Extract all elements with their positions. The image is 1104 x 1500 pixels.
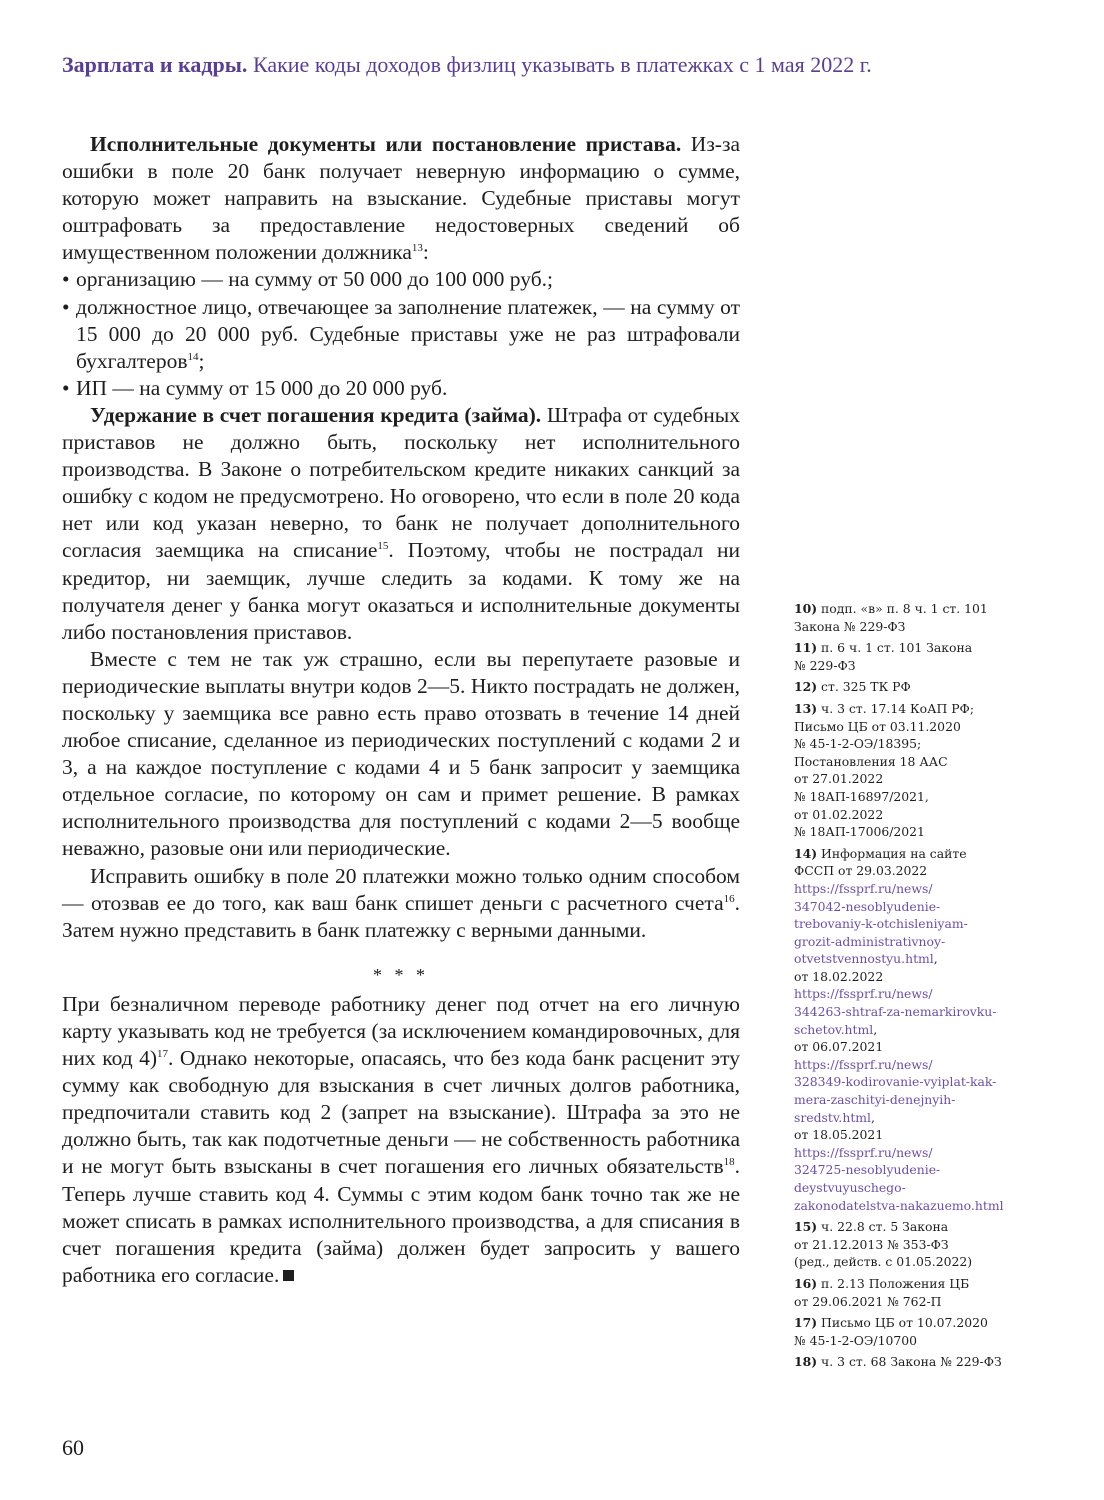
subheading-enforcement: Исполнительные документы или постановление пристава.	[90, 132, 682, 156]
list-item: • ИП — на сумму от 15 000 до 20 000 руб.	[62, 375, 740, 402]
footnote-ref-14[interactable]: 14	[187, 350, 199, 363]
paragraph-codes: Вместе с тем не так уж страшно, если вы перепутаете разовые и периодические выплаты внутри кодов 2—5. Никто пострадать не должен, поскольку у заемщика все равно есть право отозвать в течение 14 дней любое списание, сделанное из периодических поступлений с кодами 2 и 3, а на каждое поступление с кодами 4 и 5 банк запросит у заемщика отдельное согласие, по которому он сам и примет решение. В рамках исполнительного производства для поступлений с кодами 2—5 вообще неважно, разовые они или периодические.	[62, 646, 740, 861]
fssp-link-1[interactable]: https://fssprf.ru/news/ 347042-nesoblyudenie- trebovaniy-k-otchisleniyam- grozit-administrativnoy- otvetstvennostyu.html	[794, 880, 968, 967]
section-separator: * * *	[373, 964, 429, 985]
fines-list	[62, 266, 740, 401]
article-title: Какие коды доходов физлиц указывать в платежках с 1 мая 2022 г.	[252, 52, 872, 77]
footnote-ref-18[interactable]: 18	[723, 1156, 735, 1169]
fssp-link-2[interactable]: https://fssprf.ru/news/ 344263-shtraf-za-nemarkirovku- schetov.html	[794, 986, 997, 1037]
running-header	[62, 52, 1042, 78]
footnote-18: 18) ч. 3 ст. 68 Закона № 229-ФЗ	[794, 1354, 1002, 1370]
paragraph-enforcement: Исполнительные документы или постановление пристава. Из-за ошибки в поле 20 банк получает неверную информацию о сумме, которую может направить на взыскание. Судебные приставы могут оштрафовать за предоставление недостоверных сведений об имущественном положении должника$^{13}$:	[62, 132, 741, 265]
footnote-ref-16[interactable]: 16	[723, 892, 735, 905]
list-item: • должностное лицо, отвечающее за заполнение платежек, — на сумму от 15 000 до 20 000 руб. Судебные приставы уже не раз штрафовали бухгалтеров$^{14}$;	[62, 294, 740, 375]
subheading-loan: Удержание в счет погашения кредита (займа).	[90, 402, 542, 427]
footnotes-column	[794, 600, 1034, 1375]
paragraph-accountable: При безналичном переводе работнику денег под отчет на его личную карту указывать код не требуется (за исключением командировочных, для них код 4)$^{17}$. Однако некоторые, опасаясь, что без кода банк расценит эту сумму как свободную для взыскания в счет личных долгов работника, предпочитали ставить код 2 (запрет на взыскание). Штрафа за это не должно быть, так как подотчетные деньги — не собственность работника и не могут быть взысканы в счет погашения его личных обязательств$^{18}$. Теперь лучше ставить код 4. Суммы с этим кодом банк точно так же не может списать в рамках исполнительного производства, а для списания в счет погашения кредита (займа) должен будет запросить у вашего работника его согласие.	[62, 991, 740, 1287]
footnote-ref-13[interactable]: 13	[411, 242, 423, 255]
footnote-12: 12) ст. 325 ТК РФ	[794, 679, 911, 695]
article-body	[62, 131, 740, 1289]
footnote-10: 10) подп. «в» п. 8 ч. 1 ст. 101 Закона № 229-ФЗ	[794, 601, 988, 634]
footnote-14: 14) Информация на сайте ФССП от 29.03.2022 https://fssprf.ru/news/ 347042-nesoblyudenie- trebovaniy-k-otchisleniyam- grozit-administrativnoy- otvetstvennostyu.html, от 18.02.2022 https://fssprf.ru/news/ 344263-shtraf-za-nemarkirovku- schetov.html, от 06.07.2021 https://fssprf.ru/news/ 328349-kodirovanie-vyiplat-kak- mera-zaschityi-denejnyih- sredstv.html, от 18.05.2021 https://fssprf.ru/news/ 324725-nesoblyudenie- deystvuyuschego- zakonodatelstva-nakazuemo.html	[794, 845, 1034, 1214]
footnote-13: 13) ч. 3 ст. 17.14 КоАП РФ; Письмо ЦБ от 03.11.2020 № 45-1-2-ОЭ/18395; Постановления 18 ААС от 27.01.2022 № 18АП-16897/2021, от 01.02.2022 № 18АП-17006/2021	[794, 700, 974, 840]
page-number: 60	[62, 1435, 84, 1460]
paragraph-fix: Исправить ошибку в поле 20 платежки можно только одним способом — отозвав ее до того, как ваш банк спишет деньги с расчетного счета$^{16}$. Затем нужно представить в банк платежку с верными данными.	[62, 863, 740, 942]
footnote-ref-17[interactable]: 17	[157, 1048, 169, 1061]
list-item: • организацию — на сумму от 50 000 до 100 000 руб.;	[62, 266, 740, 293]
footnote-16: 16) п. 2.13 Положения ЦБ от 29.06.2021 № 762-П	[794, 1275, 970, 1309]
paragraph-loan: Удержание в счет погашения кредита (займа). Штрафа от судебных приставов не должно быть, поскольку нет исполнительного производства. В Законе о потребительском кредите никаких санкций за ошибку с кодом не предусмотрено. Но оговорено, что если в поле 20 кода нет или код указан неверно, то банк не получает дополнительного согласия заемщика на списание$^{15}$. Поэтому, чтобы не пострадал ни кредитор, ни заемщик, лучше следить за кодами. К тому же на получателя денег у банка могут оказаться и исполнительные документы либо постановления приставов.	[62, 402, 740, 644]
footnote-17: 17) Письмо ЦБ от 10.07.2020 № 45-1-2-ОЭ/10700	[794, 1315, 988, 1348]
section-name: Зарплата и кадры.	[62, 52, 248, 77]
end-of-article-icon	[283, 1270, 294, 1281]
fssp-link-4[interactable]: https://fssprf.ru/news/ 324725-nesoblyudenie- deystvuyuschego- zakonodatelstva-nakazuemo.html	[794, 1144, 1004, 1213]
footnote-15: 15) ч. 22.8 ст. 5 Закона от 21.12.2013 № 353-ФЗ (ред., действ. с 01.05.2022)	[794, 1219, 973, 1270]
footnote-ref-15[interactable]: 15	[377, 540, 389, 553]
fssp-link-3[interactable]: https://fssprf.ru/news/ 328349-kodirovanie-vyiplat-kak- mera-zaschityi-denejnyih- sredstv.html	[794, 1056, 997, 1125]
footnote-11: 11) п. 6 ч. 1 ст. 101 Закона № 229-ФЗ	[794, 640, 973, 673]
